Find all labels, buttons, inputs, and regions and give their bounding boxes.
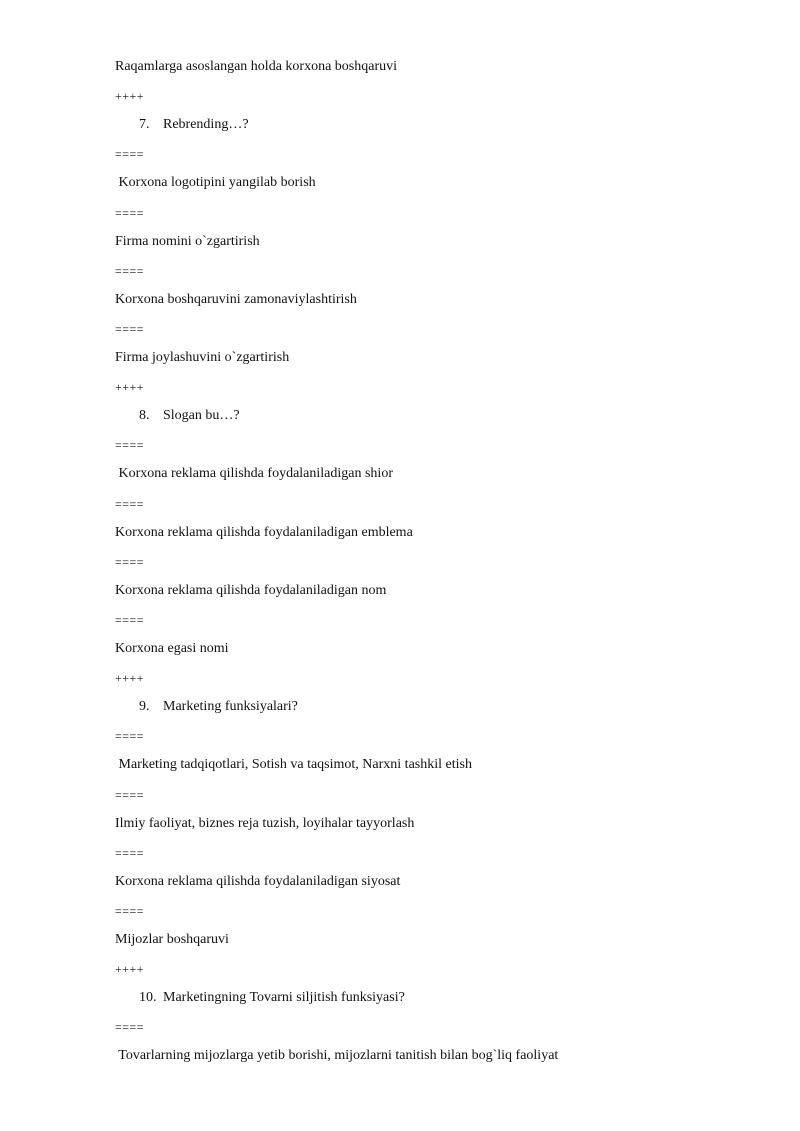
- question-number: 10.: [139, 990, 157, 1005]
- answer-option: Korxona reklama qilishda foydalaniladigan shior: [115, 466, 393, 481]
- answer-option: Korxona reklama qilishda foydalaniladigan siyosat: [115, 874, 401, 889]
- separator-line: ====: [115, 322, 145, 336]
- answer-option: Ilmiy faoliyat, biznes reja tuzish, loyihalar tayyorlash: [115, 816, 415, 831]
- separator-line: ====: [115, 438, 145, 452]
- answer-option: Mijozlar boshqaruvi: [115, 932, 229, 947]
- answer-option: Korxona logotipini yangilab borish: [115, 175, 316, 190]
- separator-line: ====: [115, 147, 145, 161]
- answer-option: Korxona reklama qilishda foydalaniladigan emblema: [115, 525, 413, 540]
- separator-line: ====: [115, 206, 145, 220]
- separator-line: ====: [115, 846, 145, 860]
- separator-line: ====: [115, 264, 145, 278]
- answer-option: Korxona egasi nomi: [115, 641, 229, 656]
- separator-line: ====: [115, 613, 145, 627]
- separator-line: ====: [115, 497, 145, 511]
- question-number: 8.: [139, 408, 150, 423]
- question-text: Marketing funksiyalari?: [163, 699, 298, 714]
- separator-line: ====: [115, 729, 145, 743]
- answer-option: Korxona boshqaruvini zamonaviylashtirish: [115, 292, 357, 307]
- separator-line: ++++: [115, 671, 145, 685]
- separator-line: ====: [115, 555, 145, 569]
- separator-line: ++++: [115, 89, 145, 103]
- separator-line: ++++: [115, 380, 145, 394]
- separator-line: ====: [115, 1020, 145, 1034]
- separator-line: ++++: [115, 962, 145, 976]
- question-number: 9.: [139, 699, 150, 714]
- answer-option: Tovarlarning mijozlarga yetib borishi, mijozlarni tanitish bilan bog`liq faoliyat: [115, 1048, 559, 1063]
- question-number: 7.: [139, 117, 150, 132]
- answer-option: Korxona reklama qilishda foydalaniladigan nom: [115, 583, 387, 598]
- separator-line: ====: [115, 904, 145, 918]
- question-text: Rebrending…?: [163, 117, 249, 132]
- answer-option: Marketing tadqiqotlari, Sotish va taqsimot, Narxni tashkil etish: [115, 757, 472, 772]
- question-text: Marketingning Tovarni siljitish funksiyasi?: [163, 990, 405, 1005]
- separator-line: ====: [115, 788, 145, 802]
- question-text: Slogan bu…?: [163, 408, 240, 423]
- answer-option: Firma joylashuvini o`zgartirish: [115, 350, 290, 365]
- answer-option: Raqamlarga asoslangan holda korxona boshqaruvi: [115, 59, 398, 74]
- answer-option: Firma nomini o`zgartirish: [115, 234, 260, 249]
